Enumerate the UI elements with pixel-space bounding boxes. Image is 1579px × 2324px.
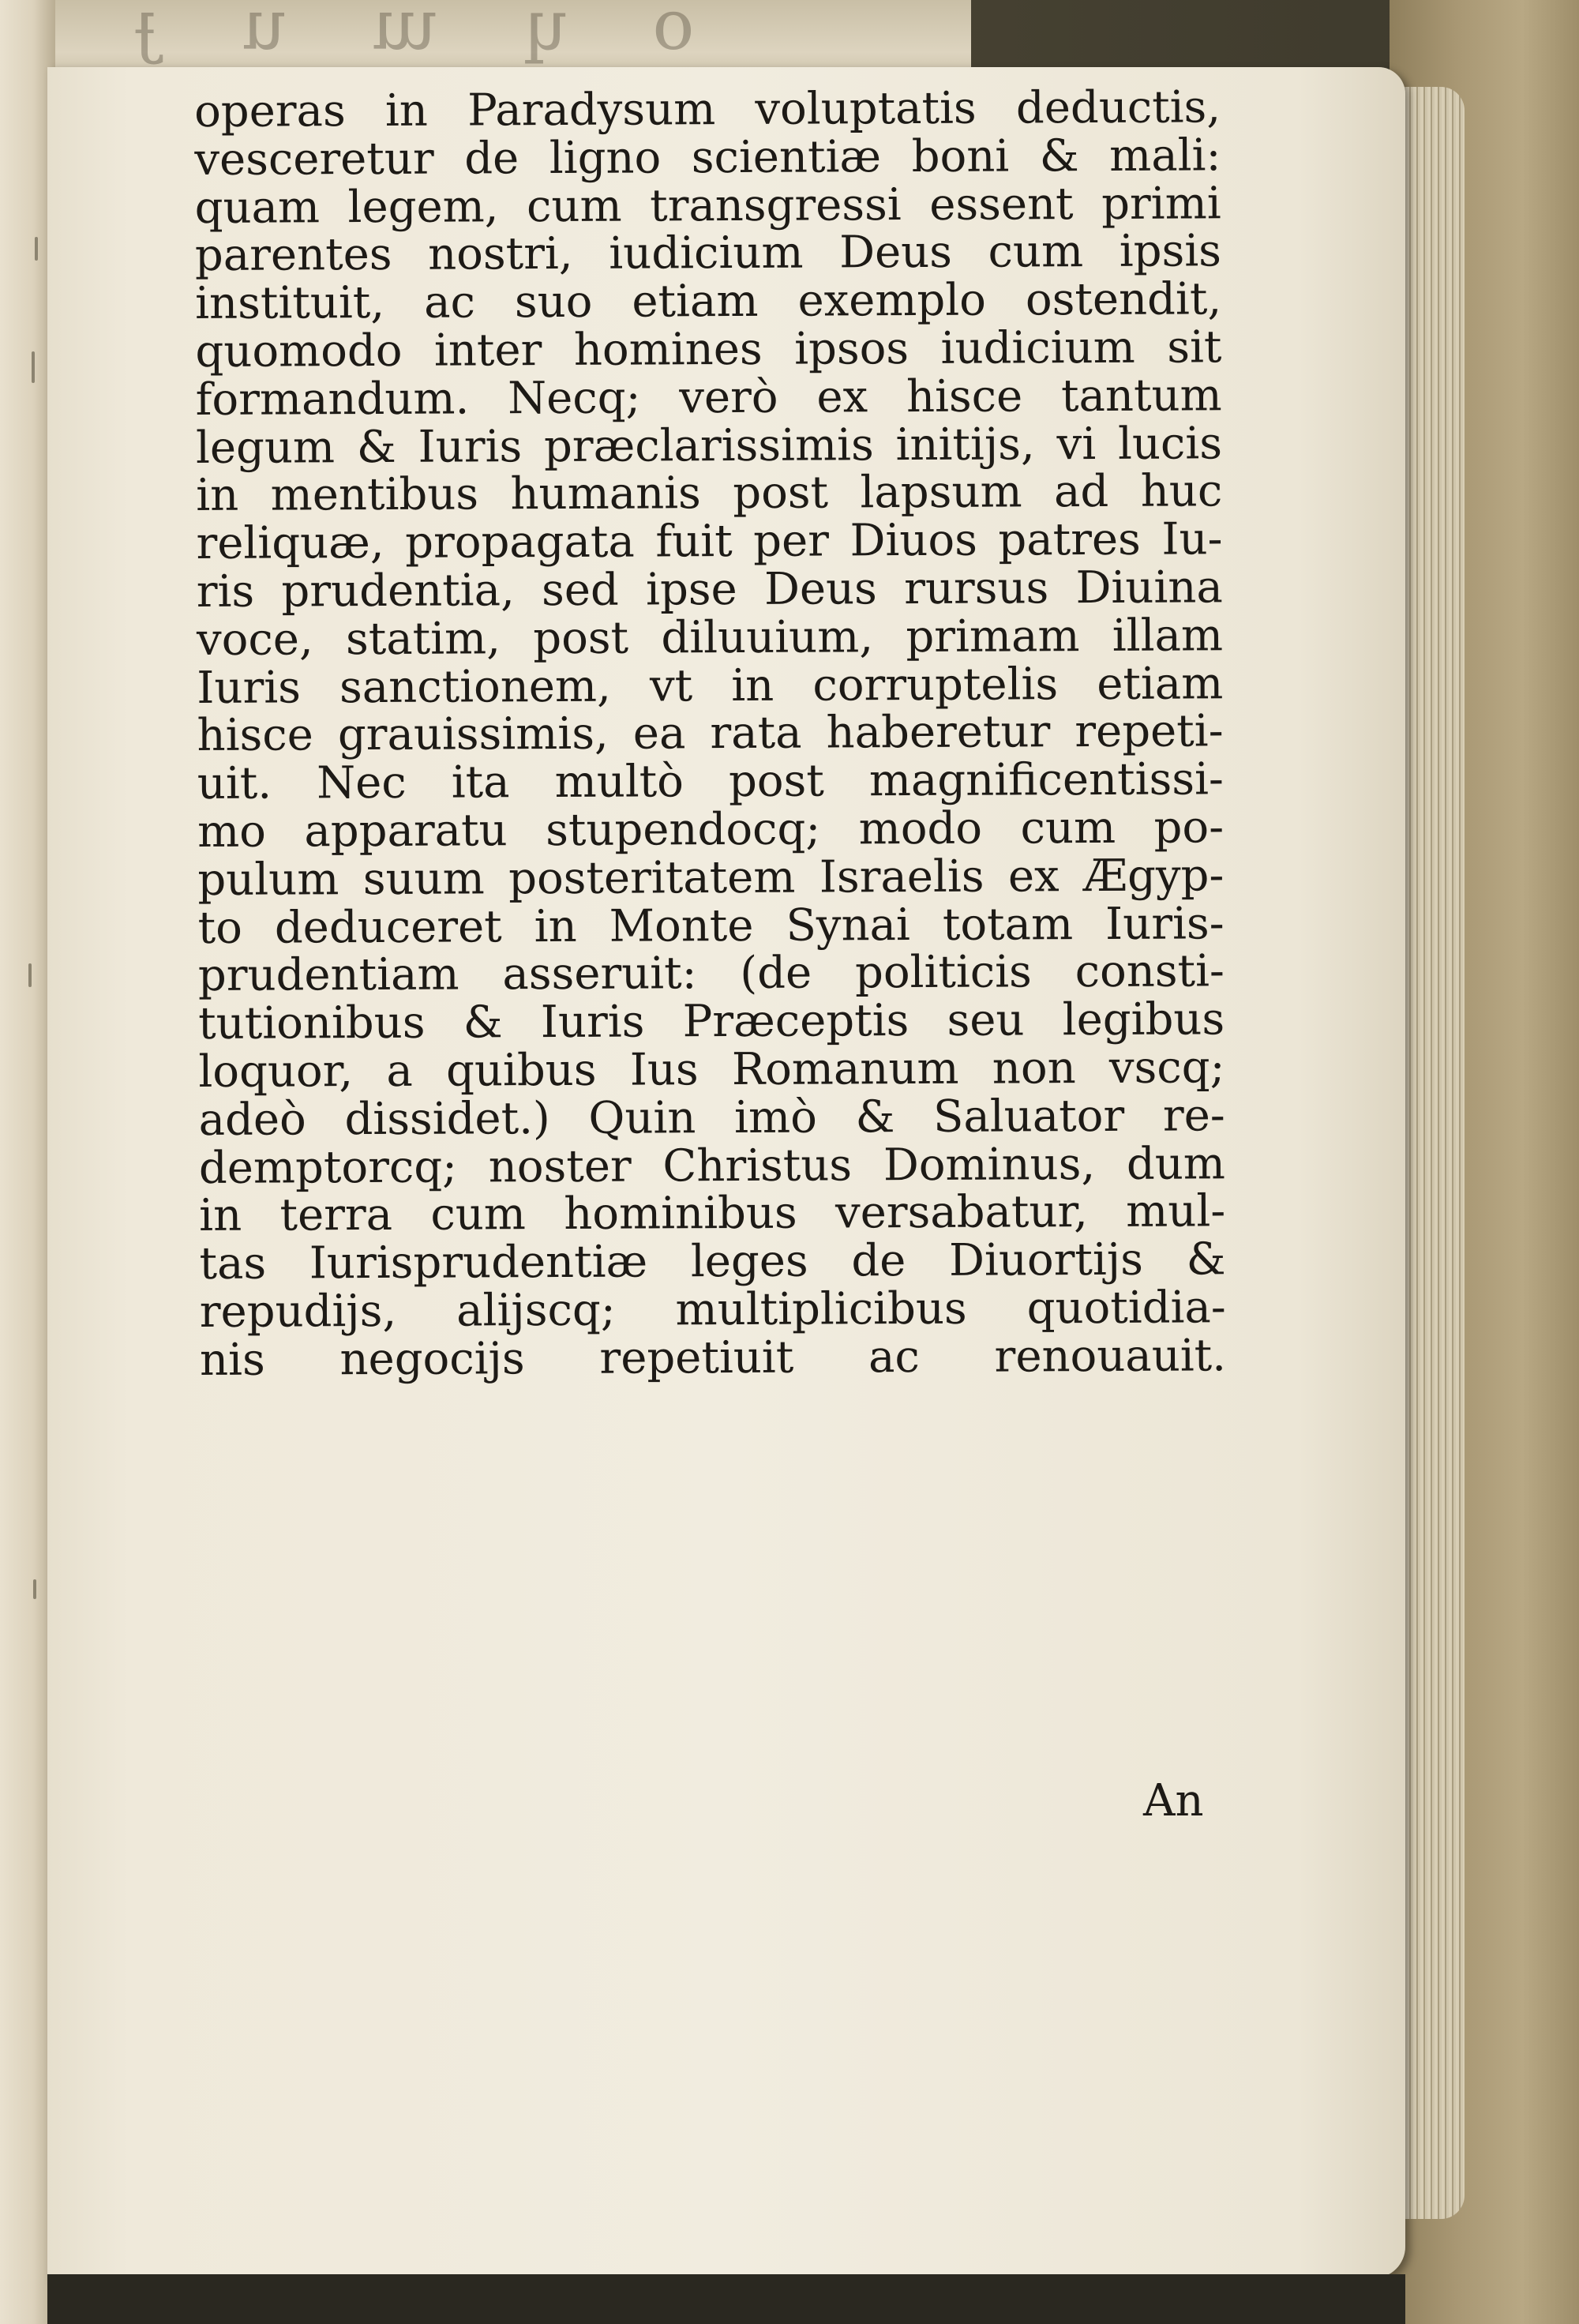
text-line: voce, statim, post diluuium, primam illam xyxy=(196,610,1224,666)
text-line: tas Iurisprudentiæ leges de Diuortijs & xyxy=(199,1233,1226,1290)
text-line: mo apparatu stupendocq; modo cum po- xyxy=(197,802,1225,858)
catchword: An xyxy=(1143,1775,1204,1827)
binding-mark xyxy=(33,1579,36,1599)
bleedthrough-text: o ɥ ɯ u ɟ xyxy=(103,0,695,66)
text-line: prudentiam asseruit: (de politicis consti- xyxy=(197,945,1225,1002)
text-line: demptorcq; noster Christus Dominus, dum xyxy=(198,1137,1226,1194)
text-line: adeò dissidet.) Quin imò & Saluator re- xyxy=(198,1090,1225,1146)
text-line: vesceretur de ligno scientiæ boni & mali: xyxy=(194,130,1221,186)
text-line: Iuris sanctionem, vt in corruptelis etiam xyxy=(197,657,1224,714)
text-line: instituit, ac suo etiam exemplo ostendit, xyxy=(195,273,1222,330)
text-line: to deduceret in Monte Synai totam Iuris- xyxy=(197,897,1225,954)
text-line: pulum suum posteritatem Israelis ex Ægyp- xyxy=(197,850,1225,906)
text-line: tutionibus & Iuris Præceptis seu legibus xyxy=(198,993,1225,1050)
text-line: reliquæ, propagata fuit per Diuos patres Iu- xyxy=(196,513,1223,570)
text-line: quomodo inter homines ipsos iudicium sit xyxy=(195,321,1222,377)
text-line: legum & Iuris præclarissimis initijs, vi lucis xyxy=(195,417,1223,474)
text-line: in terra cum hominibus versabatur, mul- xyxy=(199,1185,1226,1242)
binding-mark xyxy=(35,237,38,261)
text-line: parentes nostri, iudicium Deus cum ipsis xyxy=(194,225,1222,282)
text-line: hisce grauissimis, ea rata haberetur repeti- xyxy=(197,705,1224,762)
text-line: repudijs, alijscq; multiplicibus quotidia- xyxy=(199,1282,1226,1338)
text-line: ris prudentia, sed ipse Deus rursus Diuina xyxy=(196,561,1223,618)
text-line: loquor, a quibus Ius Romanum non vscq; xyxy=(198,1042,1225,1098)
text-line: operas in Paradysum voluptatis deductis, xyxy=(193,81,1221,137)
binding-mark xyxy=(32,351,35,383)
body-text xyxy=(193,81,1227,1386)
binding-mark xyxy=(28,963,32,987)
text-line: formandum. Necq; verò ex hisce tantum xyxy=(195,370,1222,426)
previous-folio-strip xyxy=(55,0,971,77)
bottom-shadow xyxy=(47,2274,1405,2324)
text-line: in mentibus humanis post lapsum ad huc xyxy=(196,465,1223,522)
text-line: quam legem, cum transgressi essent primi xyxy=(194,177,1221,234)
text-line: uit. Nec ita multò post magnificentissi- xyxy=(197,753,1224,810)
text-line: nis negocijs repetiuit ac renouauit. xyxy=(199,1330,1227,1386)
